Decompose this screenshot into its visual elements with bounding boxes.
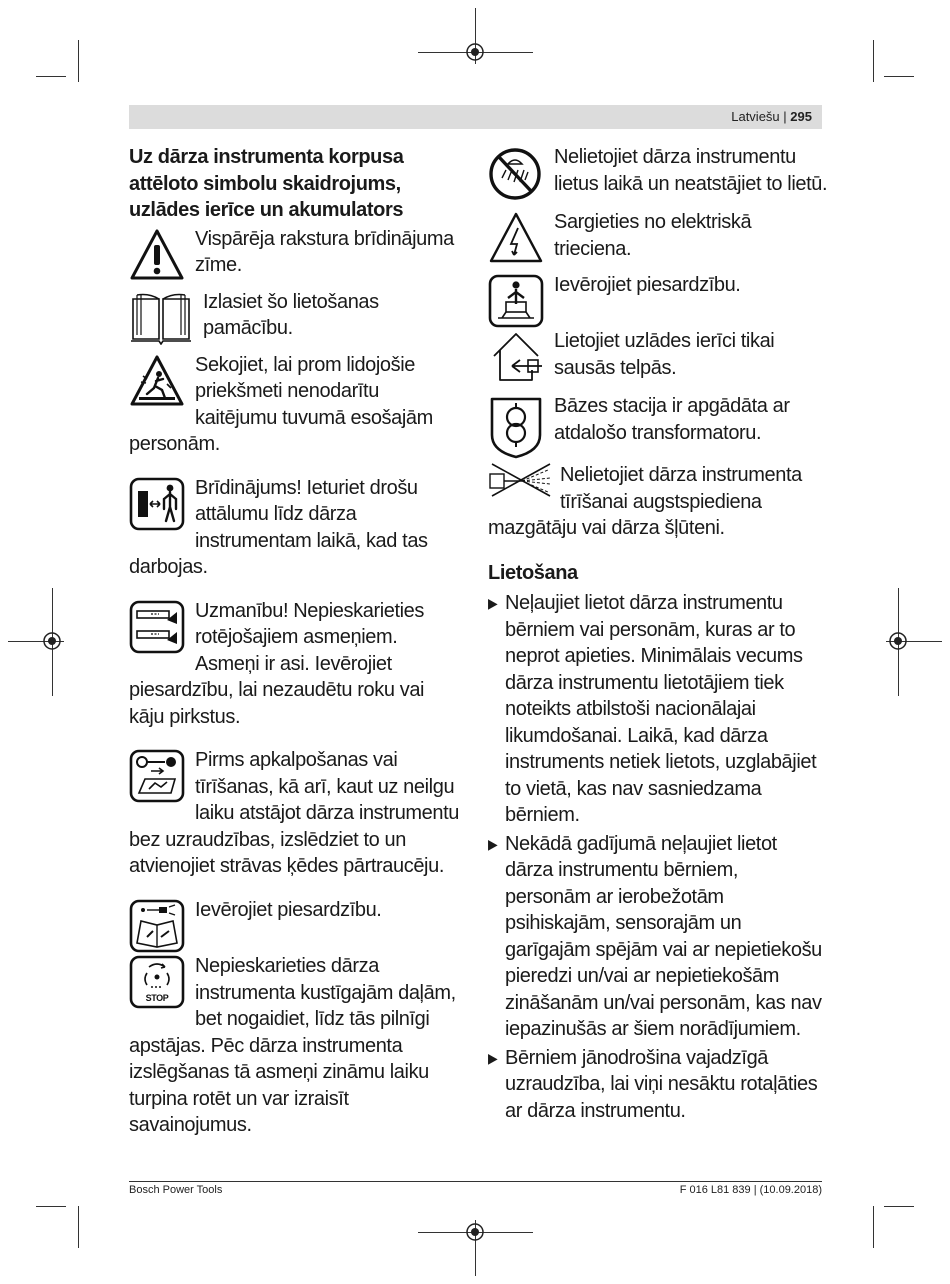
symbol-entry <box>129 598 464 731</box>
crop-mark <box>78 40 79 82</box>
bullet-marker: ▶ <box>488 1049 498 1066</box>
symbol-text: Pirms apkalpošanas vai tīrīšanas, kā arī, kaut uz neilgu laiku atstājot dārza instrumentu bez uzraudzības, izslēdziet to un atvienojiet strāvas ķēdes pārtraucēju. <box>129 749 460 877</box>
crop-mark <box>873 40 874 82</box>
caution-person-icon <box>488 274 544 328</box>
registration-mark-icon <box>464 1221 486 1243</box>
bullet-marker: ▶ <box>488 595 498 611</box>
symbol-text: Sekojiet, lai prom lidojošie priekšmeti nenodarītu kaitējumu tuvumā esošajām personām. <box>129 353 433 455</box>
crop-mark <box>36 1206 66 1207</box>
symbol-entry <box>129 352 464 458</box>
registration-mark-icon <box>464 41 486 63</box>
symbol-text: Ievērojiet piesardzību. <box>554 274 741 296</box>
crop-mark <box>873 1206 874 1248</box>
crop-mark <box>78 1206 79 1248</box>
symbol-text: Bāzes stacija ir apgādāta ar atdalošo transformatoru. <box>554 395 790 444</box>
registration-mark-icon <box>887 630 909 652</box>
symbol-entry <box>129 897 464 924</box>
symbol-text: Nelietojiet dārza instrumentu lietus laikā un neatstājiet to lietū. <box>554 146 828 195</box>
remove-safety-key-icon <box>129 749 185 803</box>
page-number: 295 <box>790 109 812 124</box>
warning-triangle-icon <box>129 228 185 282</box>
symbol-entry <box>129 747 464 880</box>
symbol-text: Ievērojiet piesardzību. <box>195 898 382 921</box>
symbol-text: Nelietojiet dārza instrumenta tīrīšanai augstspiediena mazgātāju vai dārza šļūteni. <box>488 464 802 539</box>
symbol-text: Izlasiet šo lietošanas pamācību. <box>203 290 379 339</box>
left-column <box>129 144 464 1139</box>
moving-parts-stop-icon <box>129 955 185 1009</box>
symbol-entry <box>488 272 828 299</box>
symbols-heading: Uz dārza instrumenta korpusa attēloto simbolu skaidrojums, uzlādes ierīce un akumulators <box>129 146 404 221</box>
bullet-marker: ▶ <box>488 835 498 852</box>
symbol-text: Uzmanību! Nepieskarieties rotējošajiem asmeņiem. Asmeņi ir asi. Ievērojiet piesardzību, lai nezaudētu roku vai kāju pirkstus. <box>129 599 425 728</box>
isolating-transformer-icon <box>488 395 544 459</box>
flying-objects-icon <box>129 354 185 408</box>
electric-shock-icon <box>488 211 544 265</box>
symbol-text: Sargieties no elektriskā trieciena. <box>554 211 752 260</box>
symbol-entry <box>488 393 828 446</box>
crop-mark <box>36 76 66 77</box>
registration-mark-icon <box>41 630 63 652</box>
rotating-blades-icon <box>129 600 185 654</box>
right-column <box>488 144 828 1124</box>
crop-mark <box>884 1206 914 1207</box>
symbol-entry <box>488 462 828 542</box>
symbol-entry <box>129 289 464 342</box>
bullet-text: Bērniem jānodrošina vajadzīgā uzraudzība, lai viņi nesāktu rotaļāties ar dārza instrumentu. <box>505 1046 818 1122</box>
footer-rule <box>129 1181 822 1182</box>
crop-mark <box>884 76 914 77</box>
page-header <box>129 105 822 129</box>
footer-doc-id: F 016 L81 839 | (10.09.2018) <box>679 1184 822 1196</box>
symbol-text: Brīdinājums! Ieturiet drošu attālumu līdz dārza instrumentam laikā, kad tas darbojas. <box>129 476 428 578</box>
no-rain-icon <box>488 146 544 202</box>
symbol-text: Vispārēja rakstura brīdinājuma zīme. <box>195 227 454 276</box>
list-item <box>488 590 828 829</box>
footer-brand: Bosch Power Tools <box>129 1184 223 1196</box>
bullet-text: Nekādā gadījumā neļaujiet lietot dārza instrumentu bērniem, personām ar ierobežotām psihiskajām, sensorajām un garīgajām spējām vai ar nepietiekošu pieredzi un/vai ar nepietiekošām zināšanām un/vai personām, kas nav iepazinušās ar šiem norādījumiem. <box>505 832 822 1040</box>
usage-heading: Lietošana <box>488 561 578 584</box>
open-manual-icon <box>129 291 193 345</box>
symbol-entry <box>488 144 828 197</box>
symbol-entry <box>488 209 828 262</box>
header-separator: | <box>783 109 787 124</box>
no-pressure-washer-icon <box>488 462 554 498</box>
list-item <box>488 831 828 1043</box>
symbol-text: Lietojiet uzlādes ierīci tikai sausās telpās. <box>554 330 775 379</box>
symbol-entry <box>488 328 828 381</box>
symbol-text: Nepieskarieties dārza instrumenta kustīgajām daļām, bet nogaidiet, līdz tās pilnīgi apstājas. Pēc dārza instrumenta izslēgšanas tā asmeņi zināmu laiku turpina rotēt un var izraisīt savainojumus. <box>129 955 456 1136</box>
symbol-entry <box>129 226 464 279</box>
stop-label: STOP <box>145 993 169 1003</box>
usage-bullets <box>488 590 828 1124</box>
bullet-text: Neļaujiet lietot dārza instrumentu bērniem vai personām, kuras ar to neprot apieties. Minimālais vecums dārza instrumentu lietotājiem tiek noteikts atbilstoši nacionālajai likumdošanai. Laikā, kad dārza instruments netiek lietots, uzglabājiet to vietā, kas nav sasniedzama bērniem. <box>505 592 817 826</box>
header-text <box>731 109 812 124</box>
symbol-entry <box>129 953 464 1139</box>
header-language: Latviešu <box>731 109 780 124</box>
symbol-entry <box>129 475 464 581</box>
list-item <box>488 1045 828 1125</box>
caution-manual-icon <box>129 899 185 953</box>
indoor-only-icon <box>488 330 544 384</box>
safe-distance-icon <box>129 477 185 531</box>
